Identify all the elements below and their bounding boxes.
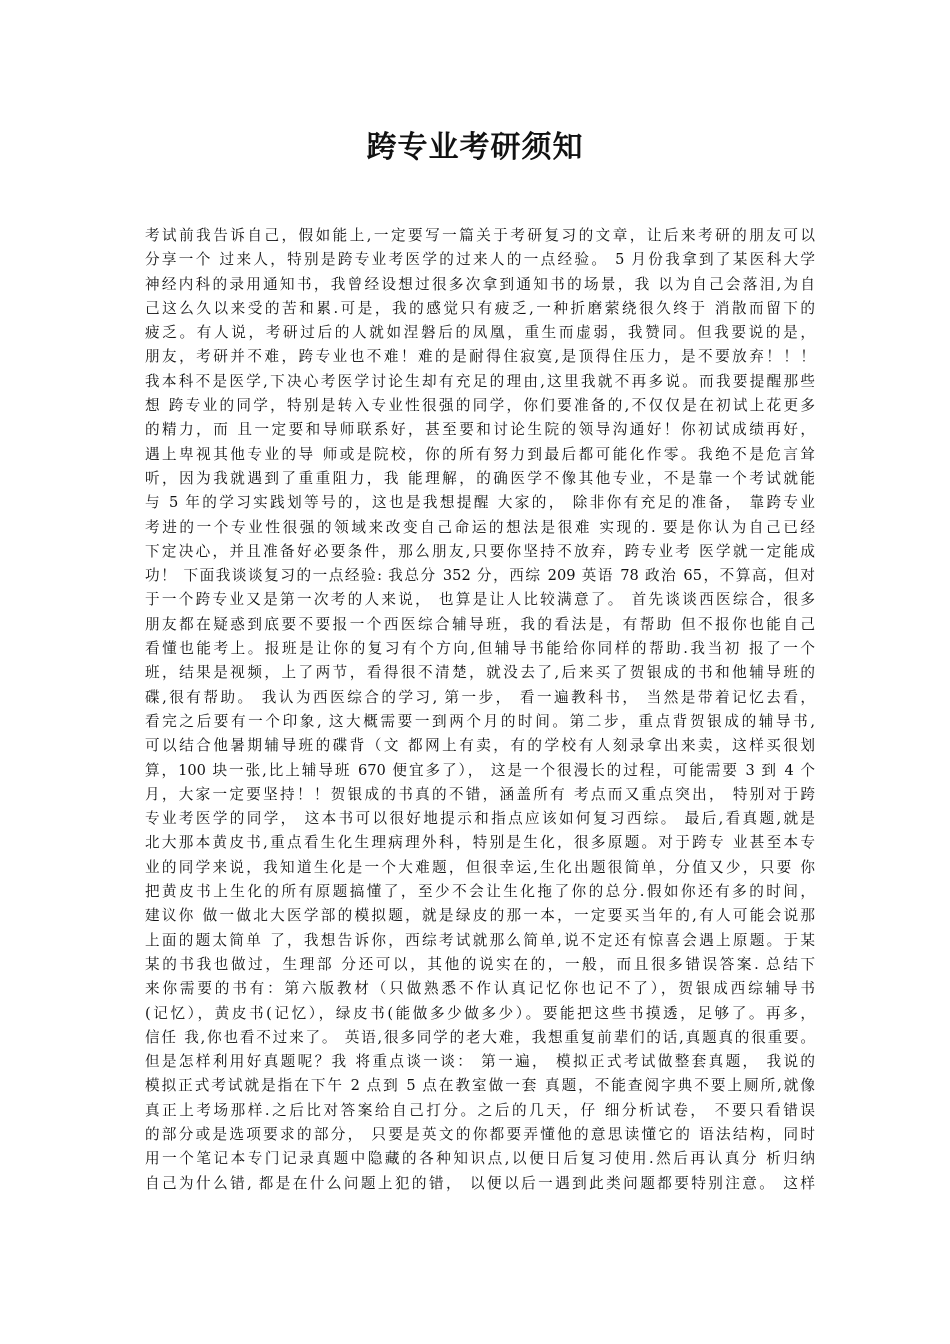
body-line: 把黄皮书上生化的所有原题搞懂了，至少不会让生化拖了你的总分.假如你还有多的时间， [145, 883, 815, 901]
body-line: 上面的题太简单 了，我想告诉你，西综考试就那么简单,说不定还有惊喜会遇上原题。于某 [145, 931, 815, 949]
body-line: 看完之后要有一个印象, 这大概需要一到两个月的时间。第二步，重点背贺银成的辅导书, [145, 712, 815, 730]
body-line: 用一个笔记本专门记录真题中隐藏的各种知识点,以便日后复习使用.然后再认真分 析归纳 [145, 1150, 815, 1168]
body-line: 考试前我告诉自己，假如能上,一定要写一篇关于考研复习的文章，让后来考研的朋友可以 [145, 227, 815, 244]
body-line: 己这么久以来受的苦和累.可是，我的感觉只有疲乏,一种折磨萦绕很久终于 消散而留下的 [145, 299, 815, 317]
body-line: 某的书我也做过，生理部 分还可以，其他的说实在的，一般，而且很多错误答案. 总结下 [145, 955, 815, 973]
body-line: 遇上卑视其他专业的导 师或是院校，你的所有努力到最后都可能化作零。我绝不是危言耸 [145, 445, 815, 463]
body-line: 朋友，考研并不难，跨专业也不难！难的是耐得住寂寞,是顶得住压力，是不要放弃！！！ [145, 348, 815, 366]
body-line: (记忆），黄皮书(记忆），绿皮书(能做多少做多少）。要能把这些书摸透，足够了。再多， [145, 1004, 815, 1022]
body-line: 看懂也能考上。报班是让你的复习有个方向,但辅导书能给你同样的帮助.我当初 报了一个 [145, 640, 815, 658]
body-line: 月，大家一定要坚持！！贺银成的书真的不错，涵盖所有 考点而又重点突出， 特别对于跨 [145, 785, 815, 803]
body-line: 信任 我,你也看不过来了。 英语,很多同学的老大难，我想重复前辈们的话,真题真的很重要。 [145, 1028, 815, 1046]
body-line: 来你需要的书有：第六版教材（只做熟悉不作认真记忆你也记不了），贺银成西综辅导书 [145, 980, 815, 998]
body-line: 算，100 块一张,比上辅导班 670 便宜多了）， 这是一个很漫长的过程，可能需要 3 到 4 个 [145, 761, 815, 779]
body-line: 自己为什么错, 都是在什么问题上犯的错， 以便以后一遇到此类问题都要特别注意。 这样 [145, 1174, 815, 1192]
body-line: 的部分或是选项要求的部分， 只要是英文的你都要弄懂他的意思读懂它的 语法结构，同时 [145, 1125, 815, 1143]
body-line: 的精力，而 且一定要和导师联系好，甚至要和讨论生院的领导沟通好！你初试成绩再好， [145, 421, 815, 439]
body-line: 模拟正式考试就是指在下午 2 点到 5 点在教室做一套 真题，不能查阅字典不要上厕所,就像 [145, 1077, 815, 1095]
body-line: 疲乏。有人说，考研过后的人就如涅磐后的凤凰，重生而虚弱，我赞同。但我要说的是， [145, 324, 815, 342]
body-line: 于一个跨专业又是第一次考的人来说， 也算是让人比较满意了。 首先谈谈西医综合，很多 [145, 591, 815, 609]
body-line: 分享一个 过来人，特别是跨专业考医学的过来人的一点经验。 5 月份我拿到了某医科大学 [145, 251, 815, 269]
body-line: 可以结合他暑期辅导班的碟背（文 都网上有卖，有的学校有人刻录拿出来卖，这样买很划 [145, 737, 815, 755]
document-title: 跨专业考研须知 [366, 130, 584, 165]
body-line: 想 跨专业的同学，特别是转入专业性很强的同学，你们要准备的,不仅仅是在初试上花更多 [145, 397, 815, 415]
body-line: 北大那本黄皮书,重点看生化生理病理外科，特别是生化，很多原题。对于跨专 业甚至本专 [145, 834, 815, 852]
body-line: 真正上考场那样.之后比对答案给自己打分。之后的几天，仔 细分析试卷， 不要只看错误 [145, 1101, 815, 1119]
document-body [145, 224, 815, 1196]
body-line: 专业考医学的同学， 这本书可以很好地提示和指点应该如何复习西综。 最后,看真题,就是 [145, 810, 815, 828]
body-line: 班，结果是视频，上了两节，看得很不清楚，就没去了,后来买了贺银成的书和他辅导班的 [145, 664, 815, 682]
body-line: 听，因为我就遇到了重重阻力，我 能理解，的确医学不像其他专业，不是靠一个考试就能 [145, 469, 815, 487]
body-line: 建议你 做一做北大医学部的模拟题，就是绿皮的那一本，一定要买当年的,有人可能会说那 [145, 907, 815, 925]
body-line: 与 5 年的学习实践划等号的，这也是我想提醒 大家的， 除非你有充足的准备， 靠跨专业 [145, 494, 815, 512]
body-line: 但是怎样利用好真题呢？我 将重点谈一谈： 第一遍， 模拟正式考试做整套真题， 我说的 [145, 1053, 815, 1071]
body-line: 考进的一个专业性很强的领域来改变自己命运的想法是很难 实现的. 要是你认为自己已经 [145, 518, 815, 536]
body-line: 我本科不是医学,下决心考医学讨论生却有充足的理由,这里我就不再多说。而我要提醒那些 [145, 372, 815, 390]
body-line: 朋友都在疑惑到底要不要报一个西医综合辅导班，我的看法是，有帮助 但不报你也能自己 [145, 615, 815, 633]
body-line: 神经内科的录用通知书，我曾经设想过很多次拿到通知书的场景，我 以为自己会落泪,为自 [145, 275, 815, 293]
body-line: 下定决心，并且准备好必要条件，那么朋友,只要你坚持不放弃，跨专业考 医学就一定能成 [145, 542, 815, 560]
body-line: 功！ 下面我谈谈复习的一点经验: 我总分 352 分，西综 209 英语 78 政治 65，不算高，但对 [145, 567, 815, 585]
body-line: 碟,很有帮助。 我认为西医综合的学习, 第一步， 看一遍教科书， 当然是带着记忆去看， [145, 688, 815, 706]
body-line: 业的同学来说，我知道生化是一个大难题，但很幸运,生化出题很简单，分值又少，只要 你 [145, 858, 815, 876]
